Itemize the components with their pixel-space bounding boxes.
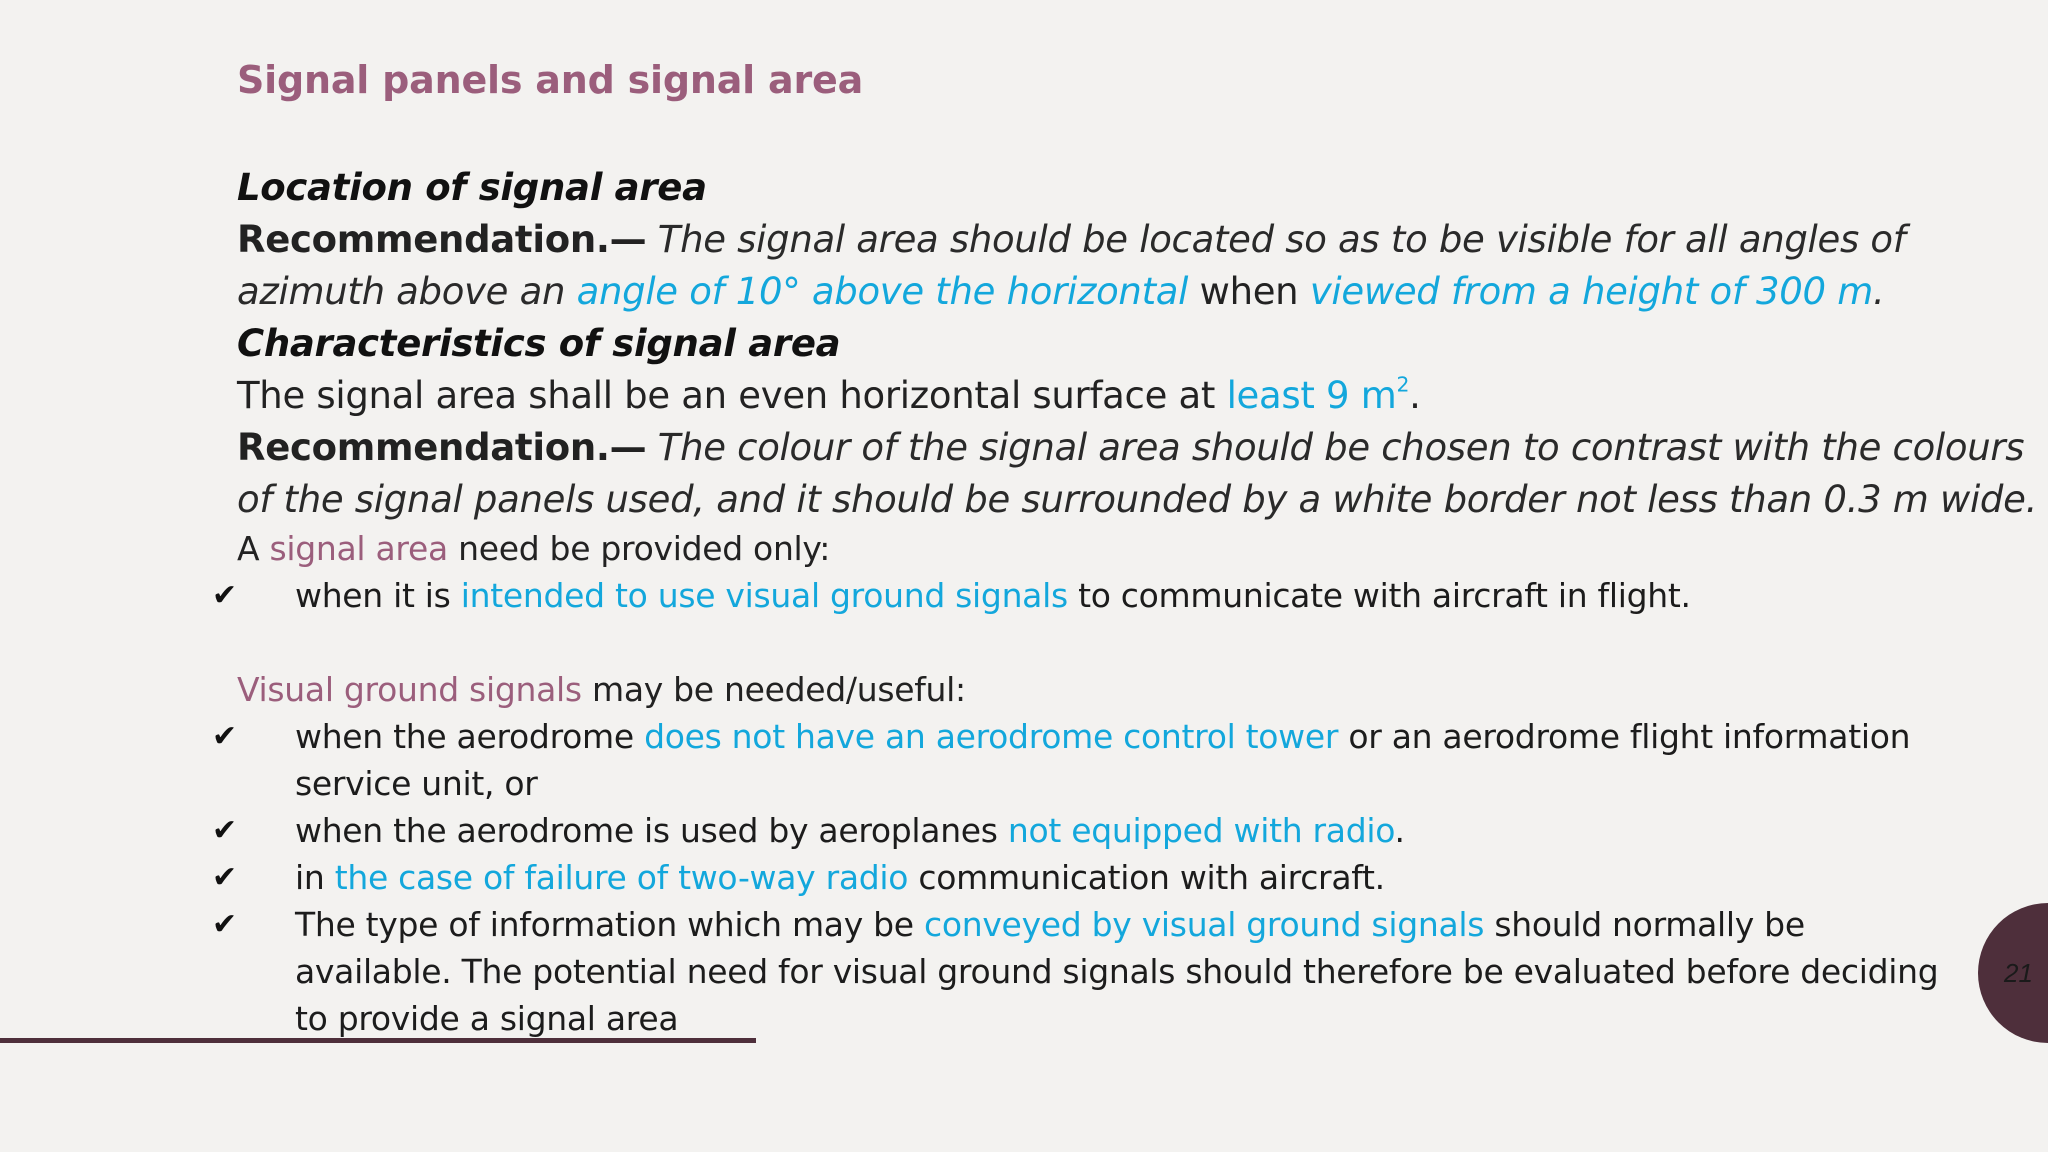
needed-bullet-1-line-2: service unit, or: [295, 764, 538, 803]
recommendation-label: Recommendation.—: [237, 426, 647, 469]
angle-highlight: angle of 10° above the horizontal: [576, 270, 1189, 313]
height-highlight: viewed from a height of 300 m: [1309, 270, 1873, 313]
check-icon: ✔: [212, 578, 238, 613]
characteristics-shall-line: The signal area shall be an even horizontal surface at least 9 $m^2$.: [237, 372, 1421, 417]
visual-ground-signals-term: Visual ground signals: [237, 670, 582, 709]
check-icon: ✔: [212, 813, 238, 848]
check-icon: ✔: [212, 719, 238, 754]
characteristics-recommendation-line-1: Recommendation.— The colour of the signal area should be chosen to contrast with the colours: [237, 426, 2025, 469]
check-icon: ✔: [212, 907, 238, 942]
location-recommendation-line-1: Recommendation.— The signal area should be located so as to be visible for all angles of: [237, 218, 1906, 261]
check-icon: ✔: [212, 860, 238, 895]
characteristics-recommendation-line-2: of the signal panels used, and it should be surrounded by a white border not less than 0.3 m wide.: [237, 478, 2038, 521]
needed-bullet-4-line-1: The type of information which may be conveyed by visual ground signals should normally be: [295, 905, 1805, 944]
needed-bullet-1-line-1: when the aerodrome does not have an aerodrome control tower or an aerodrome flight information: [295, 717, 1911, 756]
characteristics-heading: Characteristics of signal area: [237, 322, 841, 365]
signal-area-term: signal area: [269, 529, 448, 568]
provided-bullet-1: when it is intended to use visual ground signals to communicate with aircraft in flight.: [295, 576, 1691, 615]
provided-intro: A signal area need be provided only:: [237, 529, 831, 568]
needed-intro: Visual ground signals may be needed/useful:: [237, 670, 966, 709]
area-highlight: least 9 $m^2$: [1226, 372, 1410, 417]
footer-divider: [0, 1038, 756, 1043]
location-heading: Location of signal area: [237, 166, 707, 209]
needed-bullet-4-line-3: to provide a signal area: [295, 999, 679, 1038]
needed-bullet-4-line-2: available. The potential need for visual ground signals should therefore be evaluated before deciding: [295, 952, 1939, 991]
slide-title: Signal panels and signal area: [237, 58, 864, 102]
needed-bullet-3: in the case of failure of two-way radio communication with aircraft.: [295, 858, 1385, 897]
recommendation-label: Recommendation.—: [237, 218, 647, 261]
needed-bullet-2: when the aerodrome is used by aeroplanes not equipped with radio.: [295, 811, 1405, 850]
page-number: 21: [2004, 958, 2033, 988]
location-recommendation-line-2: azimuth above an angle of 10° above the horizontal when viewed from a height of 300 m.: [237, 270, 1885, 313]
